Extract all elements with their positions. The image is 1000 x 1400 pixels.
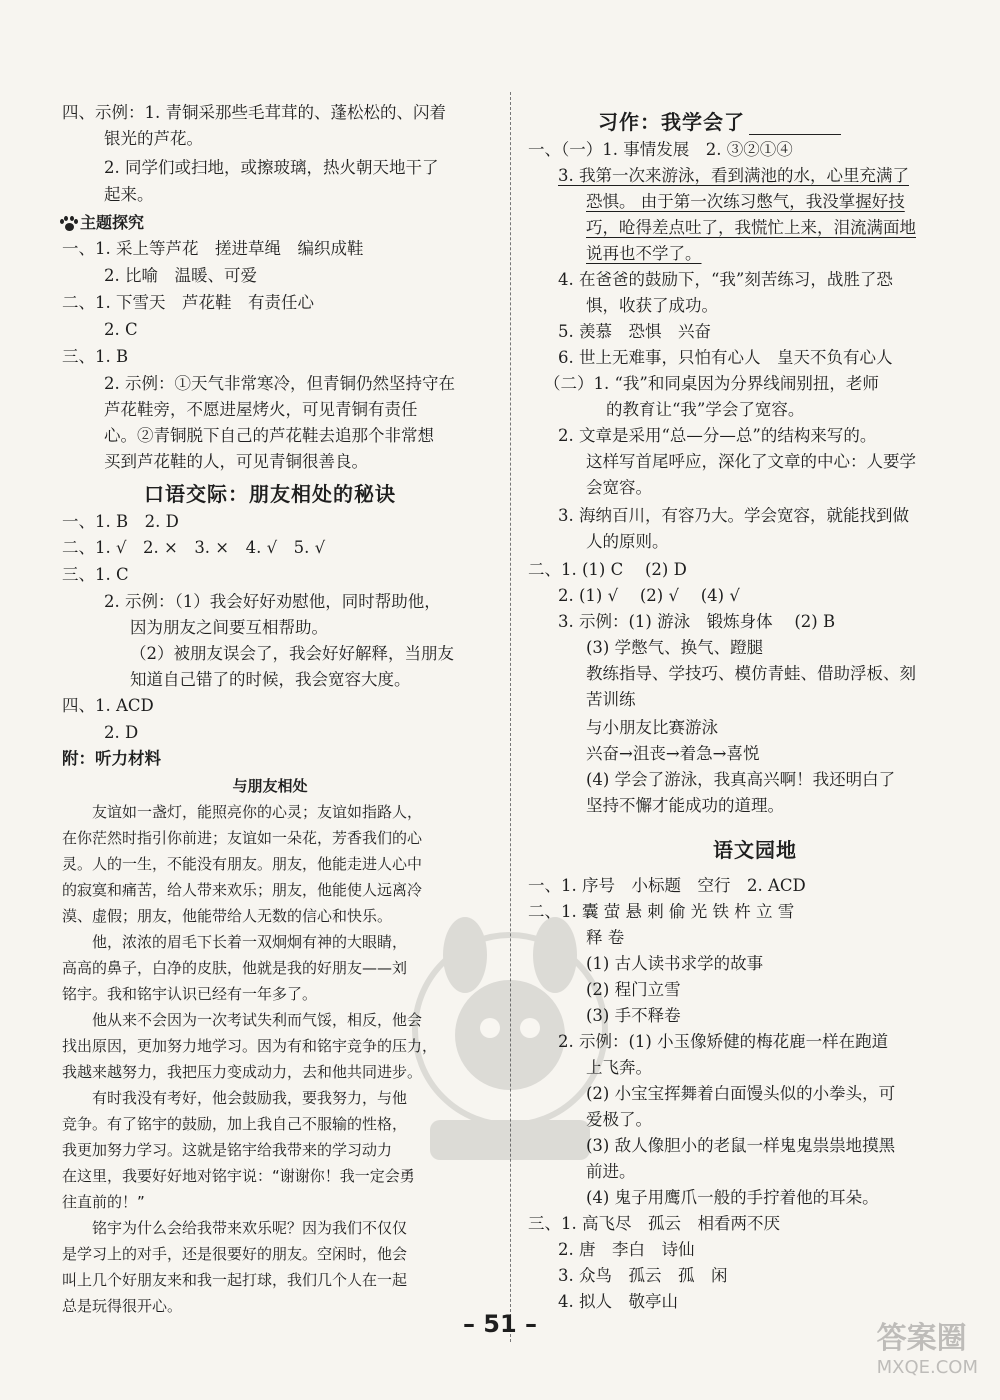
listening-material-label: 附：听力材料 [62, 749, 161, 768]
listening-text-line: 总是玩得很开心。 [62, 1297, 183, 1315]
corner-watermark-logo: 答案圈 MXQE.COM [876, 1321, 978, 1378]
listening-text-line: 铭宇为什么会给我带来欢乐呢？因为我们不仅仅 [92, 1219, 408, 1237]
answer-line: 2. 比喻 温暖、可爱 [104, 266, 257, 285]
answer-line: 一、1. B 2. D [62, 512, 179, 531]
answer-line: 2. 示例：①天气非常寒冷，但青铜仍然坚持守在 [104, 374, 455, 393]
answer-line: (3) 敌人像胆小的老鼠一样鬼鬼祟祟地摸黑 [586, 1136, 896, 1155]
answer-line: 爱极了。 [586, 1110, 652, 1129]
listening-text-line: 高高的鼻子，白净的皮肤，他就是我的好朋友——刘 [62, 959, 408, 977]
answer-line: 坚持不懈才能成功的道理。 [586, 796, 784, 815]
answer-line: 4. 在爸爸的鼓励下，“我”刻苦练习，战胜了恐 [558, 270, 893, 289]
listening-text-line: 他从来不会因为一次考试失利而气馁，相反，他会 [92, 1011, 423, 1029]
answer-line: 2. (1) √ (2) √ (4) √ [558, 586, 740, 605]
answer-line: 说再也不学了。 [586, 244, 702, 263]
answer-line: 6. 世上无难事，只怕有心人 皇天不负有心人 [558, 348, 893, 367]
answer-line: 与小朋友比赛游泳 [586, 718, 718, 737]
essay-heading: 习作：我学会了 [598, 106, 841, 135]
listening-text-line: 在这里，我要好好地对铭宇说：“谢谢你！我一定会勇 [62, 1167, 415, 1185]
answer-line: 教练指导、学技巧、模仿青蛙、借助浮板、刻 [586, 664, 916, 683]
answer-line: 3. 众鸟 孤云 孤 闲 [558, 1266, 728, 1285]
listening-text-line: 我更加努力学习。这就是铭宇给我带来的学习动力 [62, 1141, 393, 1159]
answer-line: 2. 唐 李白 诗仙 [558, 1240, 695, 1259]
answer-line: 巧，呛得差点吐了，我慌忙上来，泪流满面地 [586, 218, 916, 237]
answer-line: 起来。 [104, 185, 154, 204]
answer-line: 二、1. 下雪天 芦花鞋 有责任心 [62, 293, 314, 312]
answer-line: 苦训练 [586, 690, 636, 709]
answer-line: 的教育让“我”学会了宽容。 [606, 400, 805, 419]
right-column [510, 0, 1000, 1400]
answer-line: （二）1. “我”和同桌因为分界线闹别扭，老师 [544, 374, 879, 393]
listening-text-line: 叫上几个好朋友来和我一起打球，我们几个人在一起 [62, 1271, 408, 1289]
answer-line: 恐惧。 由于第一次练习憋气，我没掌握好技 [586, 192, 905, 211]
answer-line: 4. 拟人 敬亭山 [558, 1292, 678, 1311]
answer-line: 会宽容。 [586, 478, 652, 497]
title-blank [749, 116, 841, 135]
listening-text-line: 漠、虚假；朋友，他能带给人无数的信心和快乐。 [62, 907, 393, 925]
answer-line: 2. 示例：（1）我会好好劝慰他，同时帮助他， [104, 592, 441, 611]
answer-line: 2. 同学们或扫地，或擦玻璃，热火朝天地干了 [104, 158, 439, 177]
answer-line: 2. 示例：(1) 小玉像矫健的梅花鹿一样在跑道 [558, 1032, 889, 1051]
listening-text-line: 有时我没有考好，他会鼓励我，要我努力，与他 [92, 1089, 408, 1107]
answer-line: 买到芦花鞋的人，可见青铜很善良。 [104, 452, 368, 471]
answer-line: 2. D [104, 723, 139, 742]
answer-line: 二、1. (1) C (2) D [528, 560, 687, 579]
theme-explore-heading: 主题探究 [60, 210, 144, 233]
answer-line: 三、1. B [62, 347, 129, 366]
answer-line: 这样写首尾呼应，深化了文章的中心：人要学 [586, 452, 916, 471]
answer-line: (4) 学会了游泳，我真高兴啊！我还明白了 [586, 770, 896, 789]
answer-line: 兴奋→沮丧→着急→喜悦 [586, 744, 760, 763]
answer-line: 因为朋友之间要互相帮助。 [130, 618, 328, 637]
answer-line: (3) 手不释卷 [586, 1006, 681, 1025]
answer-line: (2) 程门立雪 [586, 980, 681, 999]
listening-text-line: 我越来越努力，我把压力变成动力，去和他共同进步。 [62, 1063, 423, 1081]
listening-text-line: 在你茫然时指引你前进；友谊如一朵花，芳香我们的心 [62, 829, 423, 847]
answer-line: 银光的芦花。 [104, 129, 203, 148]
answer-line: (3) 学憋气、换气、蹬腿 [586, 638, 764, 657]
answer-line: 三、1. 高飞尽 孤云 相看两不厌 [528, 1214, 780, 1233]
answer-line: 知道自己错了的时候，我会宽容大度。 [130, 670, 411, 689]
answer-line: 2. 文章是采用“总—分—总”的结构来写的。 [558, 426, 877, 445]
answer-line: 3. 我第一次来游泳，看到满池的水，心里充满了 [558, 166, 909, 185]
listening-text-line: 是学习上的对手，还是很要好的朋友。空闲时，他会 [62, 1245, 408, 1263]
listening-text-line: 铭宇。我和铭宇认识已经有一年多了。 [62, 985, 318, 1003]
answer-line: 人的原则。 [586, 532, 669, 551]
paw-icon [60, 216, 78, 232]
listening-text-line: 灵。人的一生，不能没有朋友。朋友，他能走进人心中 [62, 855, 423, 873]
answer-line: 前进。 [586, 1162, 636, 1181]
answer-line: 5. 羡慕 恐惧 兴奋 [558, 322, 711, 341]
oral-communication-heading: 口语交际：朋友相处的秘诀 [144, 482, 396, 506]
answer-line: 三、1. C [62, 565, 129, 584]
answer-line: 一、1. 序号 小标题 空行 2. ACD [528, 876, 806, 895]
answer-line: 四、示例：1. 青铜采那些毛茸茸的、蓬松松的、闪着 [62, 103, 446, 122]
answer-line: 二、1. 囊 萤 悬 刺 偷 光 铁 杵 立 雪 [528, 902, 795, 921]
answer-line: 3. 示例：(1) 游泳 锻炼身体 (2) B [558, 612, 836, 631]
listening-text-line: 竞争。有了铭宇的鼓励，加上我自己不服输的性格， [62, 1115, 408, 1133]
answer-line: 一、1. 采上等芦花 搓进草绳 编织成鞋 [62, 239, 364, 258]
answer-line: 3. 海纳百川，有容乃大。学会宽容，就能找到做 [558, 506, 909, 525]
answer-line: (1) 古人读书求学的故事 [586, 954, 764, 973]
answer-line: 芦花鞋旁，不愿进屋烤火，可见青铜有责任 [104, 400, 418, 419]
listening-text-line: 他，浓浓的眉毛下长着一双炯炯有神的大眼睛， [92, 933, 408, 951]
listening-text-line: 友谊如一盏灯，能照亮你的心灵；友谊如指路人， [92, 803, 423, 821]
answer-line: 一、（一）1. 事情发展 2. ③②①④ [528, 140, 793, 159]
answer-line: 上飞奔。 [586, 1058, 652, 1077]
listening-text-line: 的寂寞和痛苦，给人带来欢乐；朋友，他能使人远离冷 [62, 881, 423, 899]
page-number: – 51 – [462, 1310, 538, 1338]
answer-line: （2）被朋友误会了，我会好好解释，当朋友 [130, 644, 454, 663]
answer-line: 心。②青铜脱下自己的芦花鞋去追那个非常想 [104, 426, 434, 445]
listening-text-line: 找出原因，更加努力地学习。因为有和铭宇竞争的压力， [62, 1037, 438, 1055]
answer-line: 2. C [104, 320, 138, 339]
answer-line: 惧，收获了成功。 [586, 296, 718, 315]
answer-line: (2) 小宝宝挥舞着白面馒头似的小拳头，可 [586, 1084, 896, 1103]
answer-line: 释 卷 [586, 928, 625, 947]
listening-title: 与朋友相处 [232, 777, 308, 795]
answer-line: 四、1. ACD [62, 696, 154, 715]
answer-line: 二、1. √ 2. × 3. × 4. √ 5. √ [62, 538, 326, 557]
chinese-garden-heading: 语文园地 [713, 838, 797, 862]
answer-line: (4) 鬼子用鹰爪一般的手拧着他的耳朵。 [586, 1188, 879, 1207]
listening-text-line: 往直前的！” [62, 1193, 145, 1211]
